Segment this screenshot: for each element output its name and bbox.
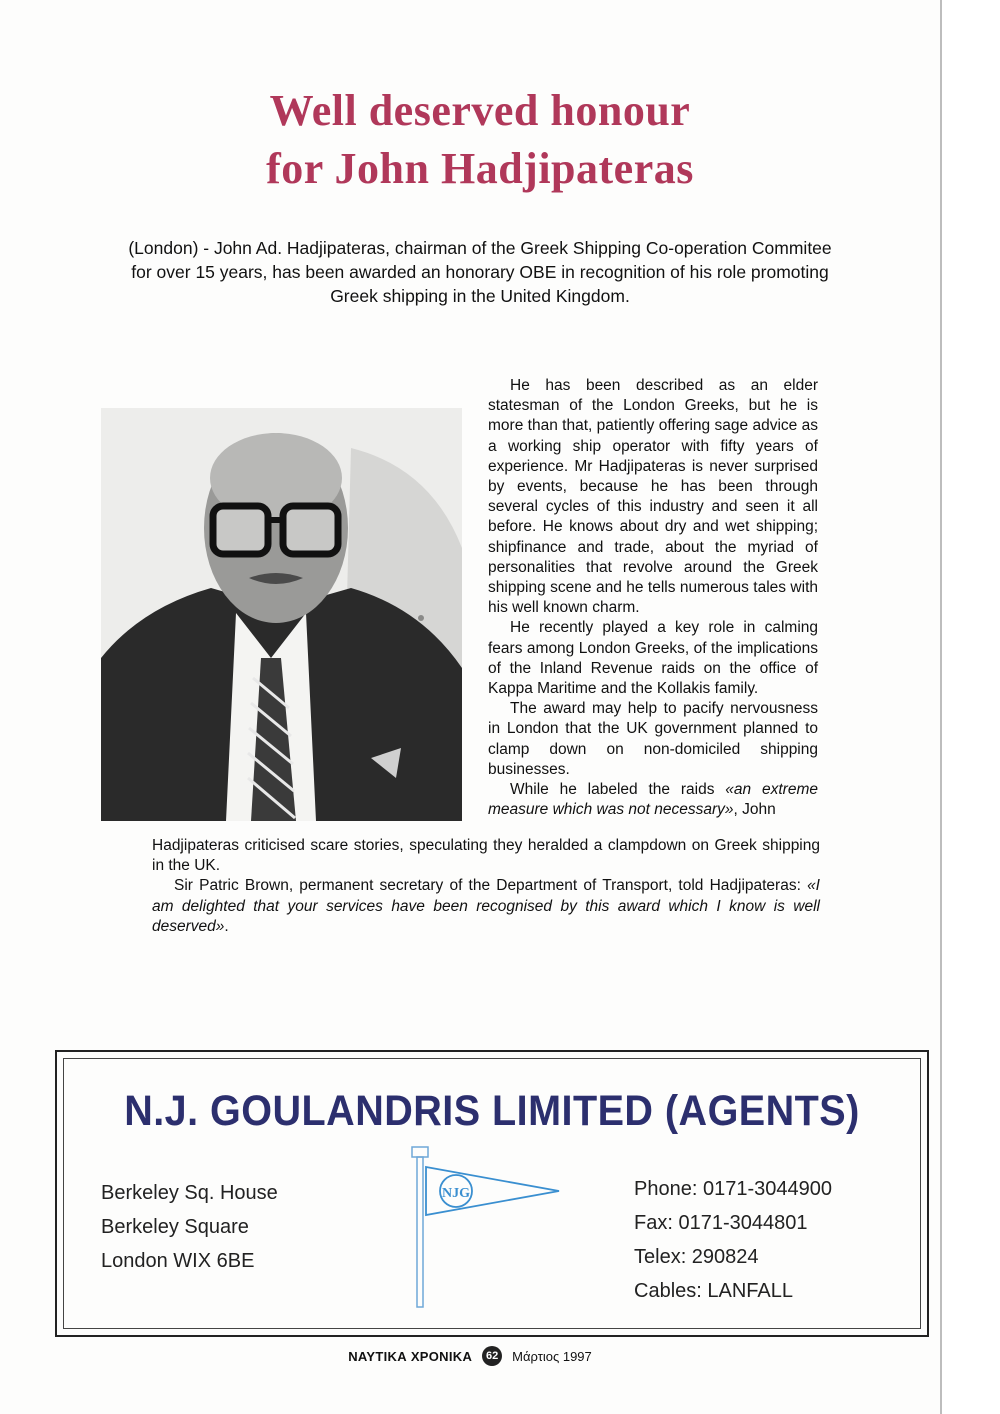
ad-company-name: N.J. GOULANDRIS LIMITED (AGENTS) (124, 1087, 860, 1135)
p4-quote: «an extreme measure which was not necessary» (488, 781, 818, 819)
title-line-1: Well deserved honour (269, 86, 691, 135)
article-wide-text (152, 836, 820, 937)
portrait-photo (101, 408, 462, 821)
address-line-3: London WIX 6BE (101, 1250, 255, 1272)
address-line-1: Berkeley Sq. House (101, 1182, 278, 1204)
p4-text: While he labeled the raids (510, 781, 726, 799)
paragraph-3: The award may help to pacify nervousness in London that the UK government planned to clamp down on non-domiciled shipping businesses. (488, 700, 818, 778)
article-title (120, 82, 840, 198)
p5-text: Sir Patric Brown, permanent secretary of the Department of Transport, told Hadjipateras: (174, 877, 808, 895)
article-column (488, 376, 818, 820)
ad-address (101, 1176, 278, 1278)
paragraph-2: He recently played a key role in calming fears among London Greeks, of the implications of the Inland Revenue raids on the office of Kappa Maritime and the Kollakis family. (488, 619, 818, 698)
title-line-2: for John Hadjipateras (266, 144, 694, 193)
ad-fax: Fax: 0171-3044801 (634, 1212, 808, 1234)
paragraph-5 (152, 876, 820, 937)
page-footer (0, 1346, 940, 1366)
page-number: 62 (482, 1346, 502, 1366)
pennant-logo-icon (404, 1143, 574, 1318)
advertisement-box (55, 1050, 929, 1337)
ad-inner-frame (63, 1058, 921, 1329)
magazine-name: ΝΑΥΤΙΚΑ ΧΡΟΝΙΚΑ (348, 1348, 473, 1364)
p5-quote: «I am delighted that your services have been recognised by this award which I know is well deserved» (152, 877, 820, 935)
issue-date: Μάρτιος 1997 (512, 1348, 592, 1364)
paragraph-4-start (488, 780, 818, 820)
article-lead: (London) - John Ad. Hadjipateras, chairman of the Greek Shipping Co-operation Commitee for over 15 years, has been awarded an honorary OBE in recognition of his role promoting Greek shipping in the United Kingdom. (128, 238, 832, 306)
ad-cables: Cables: LANFALL (634, 1280, 793, 1302)
p5-end: . (224, 917, 229, 935)
logo-monogram: NJG (442, 1186, 470, 1201)
p4-mid: , John (733, 801, 776, 819)
ad-phone: Phone: 0171-3044900 (634, 1178, 832, 1200)
paragraph-1: He has been described as an elder statesman of the London Greeks, but he is more than that, patiently offering sage advice as a working ship operator with fifty years of experience. Mr Hadjipateras is never surprised by events, because he has been through several cycles of this industry and seen it all before. He knows about dry and wet shipping; shipfinance and trade, about the myriad of personalities that revolve around the Greek shipping scene and he tells numerous tales with his well known charm. (488, 377, 818, 617)
ad-contacts (634, 1172, 832, 1308)
ad-telex: Telex: 290824 (634, 1246, 759, 1268)
address-line-2: Berkeley Square (101, 1216, 249, 1238)
paragraph-4-end: Hadjipateras criticised scare stories, speculating they heralded a clampdown on Greek shipping in the UK. (152, 837, 820, 875)
